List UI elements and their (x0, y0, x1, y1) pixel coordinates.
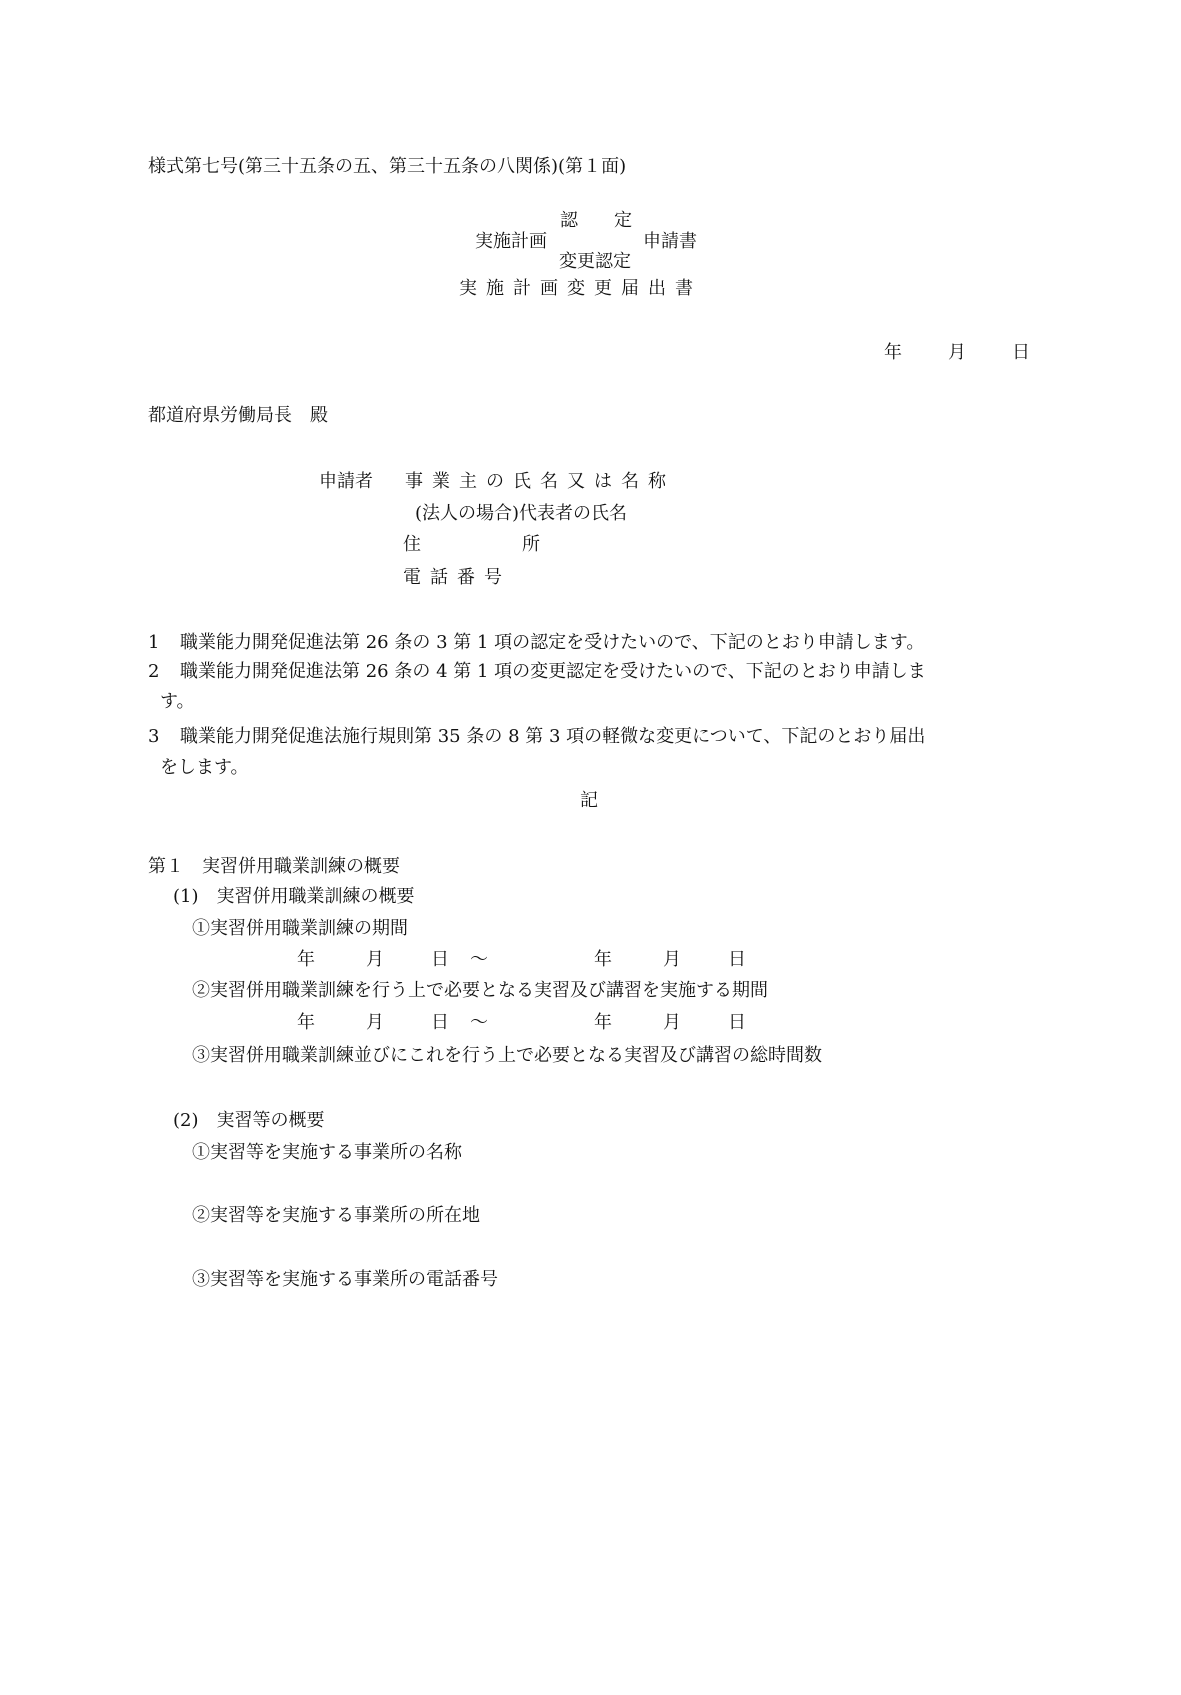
item-2-text: 職業能力開発促進法第 26 条の 4 第 1 項の変更認定を受けたいので、下記のとおり申請しま (180, 661, 926, 682)
title-nintei: 認 定 (560, 210, 632, 231)
period1-start-month: 月 (366, 949, 384, 970)
sub1-item3: ③実習併用職業訓練並びにこれを行う上で必要となる実習及び講習の総時間数 (192, 1045, 822, 1066)
period2-end-year: 年 (594, 1012, 612, 1033)
item-2-number: 2 (148, 661, 160, 682)
period1-end-year: 年 (594, 949, 612, 970)
form-header: 様式第七号(第三十五条の五、第三十五条の八関係)(第１面) (148, 156, 627, 177)
sub1-item1: ①実習併用職業訓練の期間 (192, 918, 408, 939)
sub2-item3: ③実習等を実施する事業所の電話番号 (192, 1269, 498, 1290)
sub1-heading: (1) 実習併用職業訓練の概要 (173, 886, 415, 907)
period2-end-month: 月 (663, 1012, 681, 1033)
applicant-name: 事業主の氏名又は名称 (405, 471, 675, 492)
period2-start-month: 月 (366, 1012, 384, 1033)
period2-start-year: 年 (297, 1012, 315, 1033)
date-day: 日 (1012, 342, 1030, 363)
applicant-phone: 電話番号 (403, 567, 511, 588)
item-3-text: 職業能力開発促進法施行規則第 35 条の 8 第 3 項の軽微な変更について、下記のとおり届出 (180, 726, 926, 747)
sub2-heading: (2) 実習等の概要 (173, 1110, 325, 1131)
title-henkou-nintei: 変更認定 (559, 251, 631, 272)
title-application: 申請書 (643, 231, 697, 252)
period1-start-day: 日 (431, 949, 449, 970)
period1-tilde: ～ (470, 949, 488, 970)
item-1-number: 1 (148, 632, 160, 653)
date-month: 月 (948, 342, 966, 363)
sub2-item2: ②実習等を実施する事業所の所在地 (192, 1205, 480, 1226)
period1-end-day: 日 (728, 949, 746, 970)
addressee: 都道府県労働局長 殿 (148, 405, 328, 426)
item-3-continued: をします。 (160, 757, 249, 778)
period1-end-month: 月 (663, 949, 681, 970)
period2-tilde: ～ (470, 1012, 488, 1033)
period2-end-day: 日 (728, 1012, 746, 1033)
sub2-item1: ①実習等を実施する事業所の名称 (192, 1142, 462, 1163)
applicant-address-2: 所 (522, 534, 540, 555)
item-1-text: 職業能力開発促進法第 26 条の 3 第 1 項の認定を受けたいので、下記のとおり申請します。 (180, 632, 925, 653)
item-3-number: 3 (148, 726, 160, 747)
applicant-address-1: 住 (403, 534, 421, 555)
ki-heading: 記 (580, 790, 598, 811)
period2-start-day: 日 (431, 1012, 449, 1033)
applicant-representative: (法人の場合)代表者の氏名 (415, 503, 628, 524)
period1-start-year: 年 (297, 949, 315, 970)
applicant-label: 申請者 (319, 471, 373, 492)
title-plan: 実施計画 (475, 231, 547, 252)
section1-heading: 第１ 実習併用職業訓練の概要 (148, 856, 400, 877)
date-year: 年 (884, 342, 902, 363)
title-notification: 実施計画変更届出書 (459, 278, 702, 299)
item-2-continued: す。 (160, 691, 195, 712)
sub1-item2: ②実習併用職業訓練を行う上で必要となる実習及び講習を実施する期間 (192, 980, 768, 1001)
